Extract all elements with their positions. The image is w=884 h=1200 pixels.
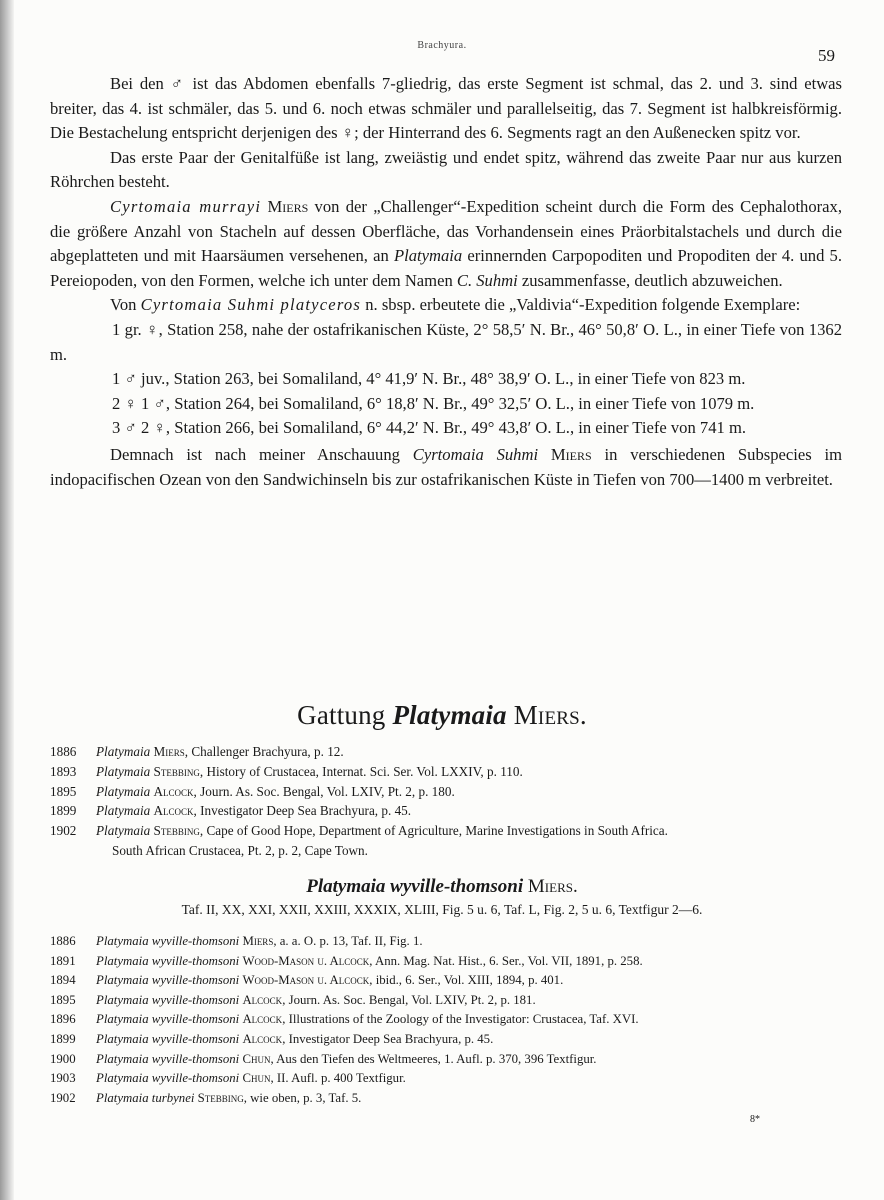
heading-prefix: Gattung: [297, 700, 393, 730]
station-entry: 3 ♂ 2 ♀, Station 266, bei Somaliland, 6° 44,2′ N. Br., 49° 43,8′ O. L., in einer Tiefe von 741 m.: [112, 418, 747, 438]
author-name: Alcock: [242, 992, 283, 1007]
reference-text: , Challenger Brachyura, p. 12.: [184, 744, 344, 759]
author-name: Chun: [242, 1071, 271, 1086]
author-name: Alcock: [242, 1031, 283, 1046]
station-entry: 1 gr. ♀, Station 258, nahe der ostafrikanischen Küste, 2° 58,5′ N. Br., 46° 50,8′ O. L., in einer Tiefe von 1362 m.: [50, 319, 842, 364]
reference-year: 1903: [50, 1071, 76, 1086]
reference-text: , History of Crustacea, Internat. Sci. Ser. Vol. LXXIV, p. 110.: [199, 763, 523, 779]
author-name: Miers: [242, 934, 274, 948]
text-segment: zusammenfasse, deutlich abzuweichen.: [517, 270, 783, 290]
reference-entry: [50, 952, 850, 972]
reference-year: 1895: [50, 783, 77, 799]
reference-year: 1900: [50, 1051, 76, 1066]
reference-text: , Aus den Tiefen des Weltmeeres, 1. Aufl. p. 370, 396 Textfigur.: [270, 1051, 597, 1066]
reference-year: 1902: [50, 1090, 76, 1105]
author-name: Stebbing: [153, 763, 200, 779]
author-name: Miers: [550, 444, 592, 464]
genus-name: Platymaia: [394, 246, 463, 266]
reference-year: 1886: [50, 934, 76, 948]
reference-entry: [50, 1010, 850, 1030]
reference-entry: [50, 991, 850, 1011]
genus-name: Platymaia: [96, 763, 151, 779]
species-name: Platymaia wyville-thomsoni: [96, 973, 240, 988]
text-segment: erinnernden Carpopoditen und Propoditen der 4. und 5. Pereiopoden, von den Formen, welche ich unter dem Namen: [50, 246, 842, 290]
text-segment: Von: [110, 295, 141, 315]
species-name: Platymaia turbynei: [96, 1090, 195, 1105]
reference-year: 1902: [50, 823, 77, 839]
author-name: Stebbing: [197, 1090, 244, 1105]
author-name: Alcock: [153, 803, 194, 819]
reference-continuation: South African Crustacea, Pt. 2, p. 2, Cape Town.: [112, 842, 368, 858]
signature-mark: 8*: [750, 1114, 760, 1125]
page-spine-shadow: [0, 0, 14, 1200]
page-number: 59: [818, 46, 835, 65]
reference-entry: [50, 1069, 850, 1089]
author-name: Chun: [242, 1051, 271, 1066]
author-name: Miers.: [513, 700, 587, 730]
reference-text: , Ann. Mag. Nat. Hist., 6. Ser., Vol. VII, 1891, p. 258.: [369, 953, 643, 968]
genus-references: [50, 742, 850, 861]
author-name: Miers: [267, 196, 309, 216]
reference-year: 1899: [50, 1031, 76, 1046]
reference-entry: [50, 1089, 850, 1109]
species-name: Cyrtomaia murrayi: [110, 196, 262, 216]
station-entry: 2 ♀ 1 ♂, Station 264, bei Somaliland, 6° 18,8′ N. Br., 49° 32,5′ O. L., in einer Tiefe von 1079 m.: [112, 393, 755, 413]
species-name: Platymaia wyville-thomsoni: [96, 1071, 240, 1086]
reference-year: 1886: [50, 744, 77, 759]
genus-name: Platymaia: [392, 700, 507, 730]
main-text: [50, 72, 842, 492]
genus-name: Platymaia: [96, 803, 151, 819]
reference-entry: [50, 971, 850, 991]
running-head: Brachyura.: [417, 40, 467, 51]
species-name: Cyrtomaia Suhmi platyceros: [140, 295, 362, 315]
reference-year: 1891: [50, 953, 76, 968]
reference-entry: [50, 821, 850, 861]
species-name: Platymaia wyville-thomsoni: [96, 1031, 240, 1046]
species-name: Platymaia wyville-thomsoni: [96, 1012, 240, 1027]
reference-entry: [50, 1050, 850, 1070]
author-name: Alcock: [242, 1012, 283, 1027]
species-name: Platymaia wyville-thomsoni: [96, 934, 240, 948]
author-name: Stebbing: [153, 823, 200, 839]
reference-entry: [50, 932, 850, 952]
reference-text: , Journ. As. Soc. Bengal, Vol. LXIV, Pt. 2, p. 180.: [193, 783, 455, 799]
species-name: Cyrtomaia Suhmi: [412, 444, 539, 464]
species-name: Platymaia wyville-thomsoni: [96, 992, 240, 1007]
reference-entry: [50, 762, 850, 782]
reference-entry: [50, 782, 850, 802]
author-name: Miers.: [527, 876, 578, 897]
reference-entry: [50, 742, 850, 762]
species-name: Platymaia wyville-thomsoni: [96, 953, 240, 968]
reference-text: , Cape of Good Hope, Department of Agriculture, Marine Investigations in South Africa.: [199, 823, 668, 839]
text-segment: Demnach ist nach meiner Anschauung: [110, 444, 413, 464]
species-name: Platymaia wyville-thomsoni: [96, 1051, 240, 1066]
reference-year: 1896: [50, 1012, 76, 1027]
author-name: Alcock: [153, 783, 194, 799]
reference-text: , ibid., 6. Ser., Vol. XIII, 1894, p. 401.: [369, 973, 564, 988]
author-name: Wood-Mason u. Alcock: [242, 973, 370, 988]
reference-text: , Journ. As. Soc. Bengal, Vol. LXIV, Pt. 2, p. 181.: [282, 992, 536, 1007]
species-heading: [0, 876, 884, 898]
species-references: [50, 932, 850, 1108]
reference-text: , II. Aufl. p. 400 Textfigur.: [270, 1071, 406, 1086]
plate-references: Taf. II, XX, XXI, XXII, XXIII, XXXIX, XLIII, Fig. 5 u. 6, Taf. L, Fig. 2, 5 u. 6, Textfigur 2—6.: [181, 902, 703, 917]
reference-text: , Investigator Deep Sea Brachyura, p. 45.: [193, 803, 412, 819]
reference-entry: [50, 801, 850, 821]
genus-heading: [0, 700, 884, 731]
reference-text: , wie oben, p. 3, Taf. 5.: [243, 1090, 362, 1105]
species-name: Platymaia wyville-thomsoni: [306, 876, 524, 897]
paragraph-distribution: [50, 443, 842, 492]
author-name: Wood-Mason u. Alcock: [242, 953, 370, 968]
reference-entry: [50, 1030, 850, 1050]
paragraph-abdomen: Bei den ♂ ist das Abdomen ebenfalls 7-gliedrig, das erste Segment ist schmal, das 2. und 3. sind etwas breiter, das 4. ist schmäler, das 5. und 6. noch etwas schmäler und parallelseitig, das 7. Segment ist halbkreisförmig. Die Bestachelung entspricht derjenigen des ♀; der Hinterrand des 6. Segments ragt an den Außenecken spitz vor.: [50, 74, 842, 143]
genus-name: Platymaia: [96, 823, 151, 839]
paragraph-cyrtomaia-murrayi: [50, 195, 842, 293]
reference-text: , Illustrations of the Zoology of the Investigator: Crustacea, Taf. XVI.: [282, 1012, 639, 1027]
text-segment: von der „Challenger“-Expedition scheint durch die Form des Cephalothorax, die größere Anzahl von Stacheln auf dessen Oberfläche, das Vorhandensein eines Präorbitalstachels und durch die abgeplatteten und mit Haarsäumen versehenen, an: [50, 196, 842, 266]
reference-year: 1895: [50, 992, 76, 1007]
paragraph-genital-feet: Das erste Paar der Genitalfüße ist lang, zweiästig und endet spitz, während das zweite Paar nur aus kurzen Röhrchen besteht.: [50, 147, 842, 192]
species-name: C. Suhmi: [456, 270, 518, 290]
reference-text: , a. a. O. p. 13, Taf. II, Fig. 1.: [273, 934, 423, 948]
author-name: Miers: [153, 744, 185, 759]
paragraph-specimens-intro: [50, 293, 842, 318]
reference-year: 1893: [50, 763, 77, 779]
genus-name: Platymaia: [96, 783, 151, 799]
text-segment: in verschiedenen Subspecies im indopacifischen Ozean von den Sandwichinseln bis zur ostafrikanischen Küste in Tiefen von 700—1400 m verbreitet.: [50, 444, 843, 489]
text-segment: n. sbsp. erbeutete die „Valdivia“-Expedition folgende Exemplare:: [361, 295, 801, 315]
reference-year: 1899: [50, 803, 77, 819]
reference-year: 1894: [50, 973, 76, 988]
genus-name: Platymaia: [96, 744, 151, 759]
reference-text: , Investigator Deep Sea Brachyura, p. 45.: [282, 1031, 494, 1046]
station-entry: 1 ♂ juv., Station 263, bei Somaliland, 4° 41,9′ N. Br., 48° 38,9′ O. L., in einer Tiefe von 823 m.: [112, 369, 746, 389]
